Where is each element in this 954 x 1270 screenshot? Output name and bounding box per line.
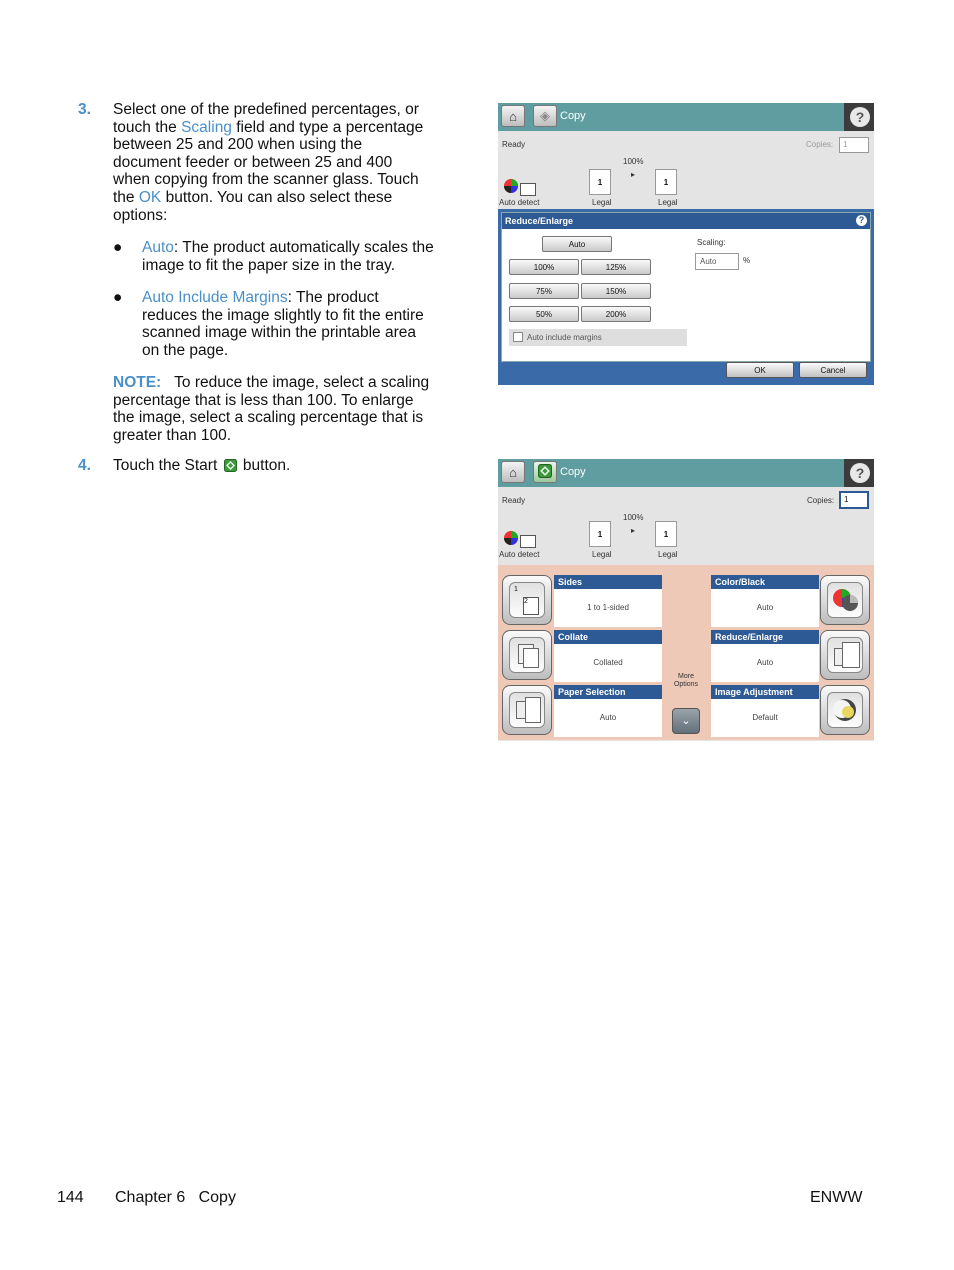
collate-tile-button[interactable] [502, 630, 552, 680]
step-4-number: 4. [78, 457, 91, 474]
color-black-tile-button[interactable] [820, 575, 870, 625]
output-paper: 1 [655, 521, 677, 547]
pct-75-button[interactable]: 75% [509, 283, 579, 299]
original-size: Legal [592, 550, 612, 559]
output-size: Legal [658, 198, 678, 207]
image-adjustment-value[interactable]: Default [711, 699, 819, 737]
auto-include-margins-checkbox[interactable] [513, 332, 523, 342]
sides-tile-button[interactable] [502, 575, 552, 625]
step-3-number: 3. [78, 101, 91, 118]
reduce-enlarge-icon [827, 637, 863, 673]
bullet-dot: ● [113, 239, 123, 256]
collate-title: Collate [554, 630, 662, 644]
arrow-right-icon: ▸ [631, 170, 636, 179]
original-size: Legal [592, 198, 612, 207]
paper-selection-value[interactable]: Auto [554, 699, 662, 737]
note: NOTE: To reduce the image, select a scaling percentage that is less than 100. To enlarge the image, select a scaling percentage that is greater than 100. [113, 374, 430, 444]
scaling-input[interactable]: Auto [695, 253, 739, 270]
percent-sign: % [743, 256, 751, 265]
status-text: Ready [502, 140, 526, 149]
step-4-text: Touch the Start button. [113, 457, 291, 474]
start-icon [538, 464, 552, 481]
copies-input[interactable]: 1 [839, 137, 869, 153]
sides-value[interactable]: 1 to 1-sided [554, 589, 662, 627]
image-adjustment-tile-button[interactable] [820, 685, 870, 735]
paper-selection-title: Paper Selection [554, 685, 662, 699]
bullet-auto: Auto: The product automatically scales the image to fit the paper size in the tray. [142, 239, 434, 274]
status-area [498, 487, 874, 565]
screenshot-reduce-enlarge [498, 103, 874, 385]
pct-50-button[interactable]: 50% [509, 306, 579, 322]
copies-label: Copies: [806, 140, 834, 149]
ok-button[interactable]: OK [726, 362, 794, 378]
sides-icon: 1 2 [509, 582, 545, 618]
start-button[interactable] [533, 461, 557, 483]
title-bar [498, 103, 874, 131]
note-label: NOTE: [113, 374, 162, 391]
bullet-dot: ● [113, 289, 123, 306]
status-text: Ready [502, 496, 526, 505]
paper-selection-tile-button[interactable] [502, 685, 552, 735]
reduce-enlarge-tile-button[interactable] [820, 630, 870, 680]
page-number: 144 [57, 1189, 84, 1206]
more-options-button[interactable] [672, 708, 700, 734]
dialog-frame [498, 209, 874, 385]
status-area [498, 131, 874, 209]
more-options-label: More Options [673, 673, 699, 688]
output-paper: 1 [655, 169, 677, 195]
ok-link[interactable]: OK [138, 188, 162, 206]
start-icon: ◈ [540, 108, 550, 123]
home-button[interactable] [501, 105, 525, 127]
sides-title: Sides [554, 575, 662, 589]
collate-icon [509, 637, 545, 673]
auto-include-margins-row[interactable] [509, 329, 687, 346]
document-icon [520, 535, 536, 548]
start-button[interactable] [533, 105, 557, 127]
pct-200-button[interactable]: 200% [581, 306, 651, 322]
scaling-link[interactable]: Scaling [181, 118, 232, 136]
app-title: Copy [560, 466, 586, 478]
pct-100-button[interactable]: 100% [509, 259, 579, 275]
auto-include-margins-link[interactable]: Auto Include Margins [142, 289, 288, 306]
step-3-text: Select one of the predefined percentages, or touch the Scaling field and type a percentage between 25 and 200 when using the document feeder or between 25 and 400 when copying from the scanner glass. Touch the OK button. You can also select these options: [113, 101, 453, 224]
help-icon: ? [855, 109, 865, 125]
cancel-button[interactable]: Cancel [799, 362, 867, 378]
original-paper: 1 [589, 521, 611, 547]
home-icon: ⌂ [509, 108, 517, 124]
color-black-title: Color/Black [711, 575, 819, 589]
copies-input[interactable]: 1 [839, 491, 869, 509]
dialog-title: Reduce/Enlarge [502, 213, 870, 229]
reduce-enlarge-value[interactable]: Auto [711, 644, 819, 682]
color-wheel-icon [502, 177, 520, 195]
start-icon [224, 459, 237, 472]
reduce-enlarge-dialog [501, 212, 871, 362]
output-size: Legal [658, 550, 678, 559]
step-3-line-1: Select one of the predefined percentages, or [113, 101, 419, 118]
pct-125-button[interactable]: 125% [581, 259, 651, 275]
screenshot-copy-home [498, 459, 874, 741]
scaling-label: Scaling: [697, 238, 726, 247]
bullet-auto-include-margins: Auto Include Margins: The product reduces the image slightly to fit the entire scanned image within the printable area on the page. [142, 289, 424, 359]
original-paper: 1 [589, 169, 611, 195]
paper-selection-icon [509, 692, 545, 728]
document-icon [520, 183, 536, 196]
help-icon: ? [855, 465, 865, 481]
pct-150-button[interactable]: 150% [581, 283, 651, 299]
home-icon: ⌂ [509, 464, 517, 480]
auto-detect-label: Auto detect [499, 550, 540, 559]
dialog-help-icon[interactable]: ? [856, 215, 867, 226]
app-title: Copy [560, 110, 586, 122]
chevron-down-icon: ⌄ [681, 715, 691, 727]
reduce-enlarge-title: Reduce/Enlarge [711, 630, 819, 644]
copies-label: Copies: [807, 496, 835, 505]
copy-options-tiles [498, 565, 874, 740]
footer-code: ENWW [810, 1189, 863, 1206]
chapter-title: Chapter 6 Copy [115, 1189, 236, 1206]
collate-value[interactable]: Collated [554, 644, 662, 682]
title-bar [498, 459, 874, 487]
auto-link[interactable]: Auto [142, 239, 174, 256]
zoom-text: 100% [623, 513, 644, 522]
help-button[interactable] [850, 463, 870, 483]
help-button[interactable] [850, 107, 870, 127]
image-adjustment-title: Image Adjustment [711, 685, 819, 699]
auto-detect-label: Auto detect [499, 198, 540, 207]
auto-include-margins-label: Auto include margins [527, 333, 602, 342]
home-button[interactable] [501, 461, 525, 483]
image-adjustment-icon [827, 692, 863, 728]
zoom-text: 100% [623, 157, 644, 166]
color-black-icon [827, 582, 863, 618]
color-wheel-icon [502, 529, 520, 547]
arrow-right-icon: ▸ [631, 526, 636, 535]
color-black-value[interactable]: Auto [711, 589, 819, 627]
auto-button[interactable]: Auto [542, 236, 612, 252]
